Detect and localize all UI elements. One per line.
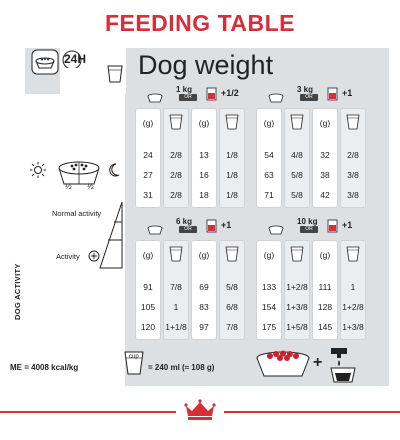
pouch-icon xyxy=(205,86,219,107)
bowl-icon xyxy=(147,222,163,240)
table-cell: 120 xyxy=(140,322,156,332)
table-cell: 111 xyxy=(318,282,332,292)
table-cell: 5/8 xyxy=(291,190,303,200)
or-badge: OR xyxy=(300,94,318,101)
half-label-left: ½ xyxy=(65,182,72,191)
table-cell: 128 xyxy=(317,302,333,312)
normal-activity-label: Normal activity xyxy=(52,209,102,218)
weight-block xyxy=(129,84,247,212)
block-header xyxy=(250,216,368,236)
plus-circle-icon xyxy=(88,250,100,262)
plus-sign: + xyxy=(313,354,323,371)
extra-label: +1/2 xyxy=(221,88,239,98)
page-title: FEEDING TABLE xyxy=(104,10,296,36)
half-label-right: ½ xyxy=(87,182,94,191)
brand-logo xyxy=(176,398,224,422)
grams-header: (g) xyxy=(319,250,331,260)
table-cell: 1/8 xyxy=(226,190,238,200)
table-cell: 105 xyxy=(140,302,156,312)
table-cell: 154 xyxy=(261,302,277,312)
table-cell: 91 xyxy=(143,282,153,292)
grams-header: (g) xyxy=(319,118,331,128)
moon-icon xyxy=(108,163,120,177)
or-badge: OR xyxy=(179,226,197,233)
cup-icon xyxy=(106,64,124,84)
cup-icon xyxy=(346,114,360,135)
table-cell: 38 xyxy=(320,170,330,180)
grams-header: (g) xyxy=(142,118,154,128)
table-cell: 6/8 xyxy=(226,302,238,312)
weight-value: 3 kg xyxy=(297,85,314,94)
extra-label: +1 xyxy=(342,220,353,230)
table-cell: 1+2/8 xyxy=(286,282,308,292)
table-cell: 63 xyxy=(264,170,274,180)
table-cell: 3/8 xyxy=(347,190,359,200)
extra-label: +1 xyxy=(221,220,232,230)
table-cell: 2/8 xyxy=(347,150,359,160)
weight-value: 6 kg xyxy=(176,217,193,226)
table-cell: 2/8 xyxy=(170,150,182,160)
table-cell: 2/8 xyxy=(170,190,182,200)
grams-header: (g) xyxy=(142,250,154,260)
table-cell: 5/8 xyxy=(226,282,238,292)
bowl-icon xyxy=(31,49,59,75)
cup-equivalence: = 240 ml (≈ 108 g) xyxy=(148,363,215,372)
cup-icon xyxy=(346,246,360,267)
table-cell: 13 xyxy=(199,150,209,160)
weight-block xyxy=(129,216,247,344)
bowl-icon xyxy=(147,90,163,108)
grams-header: (g) xyxy=(263,118,275,128)
weight-block xyxy=(250,84,368,212)
cup-icon xyxy=(169,246,183,267)
table-cell: 18 xyxy=(199,190,209,200)
cup-icon xyxy=(225,246,239,267)
table-cell: 133 xyxy=(261,282,277,292)
energy-label: ME = 4008 kcal/kg xyxy=(10,363,79,372)
table-cell: 83 xyxy=(199,302,209,312)
table-cell: 54 xyxy=(264,150,274,160)
table-cell: 1+3/8 xyxy=(342,322,364,332)
table-cell: 2/8 xyxy=(170,170,182,180)
block-header xyxy=(129,216,247,236)
table-cell: 1+3/8 xyxy=(286,302,308,312)
table-cell: 1/8 xyxy=(226,150,238,160)
bowl-icon xyxy=(268,90,284,108)
or-badge: OR xyxy=(300,226,318,233)
table-cell: 24 xyxy=(143,150,153,160)
table-cell: 1+5/8 xyxy=(286,322,308,332)
extra-label: +1 xyxy=(342,88,353,98)
table-cell: 1 xyxy=(350,282,356,292)
table-cell: 69 xyxy=(199,282,209,292)
or-badge: OR xyxy=(179,94,197,101)
cup-icon xyxy=(290,114,304,135)
table-cell: 7/8 xyxy=(170,282,182,292)
period-label: 24H xyxy=(64,52,87,66)
pouch-icon xyxy=(326,218,340,239)
table-cell: 145 xyxy=(317,322,333,332)
cup-icon xyxy=(169,114,183,135)
block-header xyxy=(250,84,368,104)
dog-weight-heading: Dog weight xyxy=(138,50,274,80)
table-cell: 4/8 xyxy=(291,150,303,160)
pouch-icon xyxy=(326,86,340,107)
table-cell: 3/8 xyxy=(347,170,359,180)
table-cell: 1+1/8 xyxy=(165,322,187,332)
pouch-icon xyxy=(205,218,219,239)
table-cell: 5/8 xyxy=(291,170,303,180)
table-cell: 1/8 xyxy=(226,170,238,180)
cup-icon xyxy=(225,114,239,135)
weight-value: 10 kg xyxy=(297,217,318,226)
cup-label: cup xyxy=(129,354,139,360)
weight-value: 1 kg xyxy=(176,85,193,94)
table-cell: 42 xyxy=(320,190,330,200)
bowl-icon xyxy=(268,222,284,240)
activity-triangle xyxy=(98,200,124,270)
cup-icon xyxy=(290,246,304,267)
dog-activity-label: DOG ACTIVITY xyxy=(13,263,22,320)
table-cell: 97 xyxy=(199,322,209,332)
grams-header: (g) xyxy=(198,118,210,128)
grams-header: (g) xyxy=(263,250,275,260)
feeding-bowl-icon xyxy=(50,160,108,196)
water-tap-icon xyxy=(327,344,361,384)
activity-label: Activity xyxy=(56,252,80,261)
table-cell: 7/8 xyxy=(226,322,238,332)
table-cell: 1+2/8 xyxy=(342,302,364,312)
table-cell: 16 xyxy=(199,170,209,180)
table-cell: 71 xyxy=(264,190,274,200)
grams-header: (g) xyxy=(198,250,210,260)
sun-icon xyxy=(30,162,46,178)
table-cell: 1 xyxy=(173,302,179,312)
kibble-bowl-icon xyxy=(254,350,312,380)
table-cell: 175 xyxy=(261,322,277,332)
table-cell: 27 xyxy=(143,170,153,180)
table-cell: 32 xyxy=(320,150,330,160)
crown-icon xyxy=(176,398,224,422)
table-cell: 31 xyxy=(143,190,153,200)
block-header xyxy=(129,84,247,104)
weight-block xyxy=(250,216,368,344)
